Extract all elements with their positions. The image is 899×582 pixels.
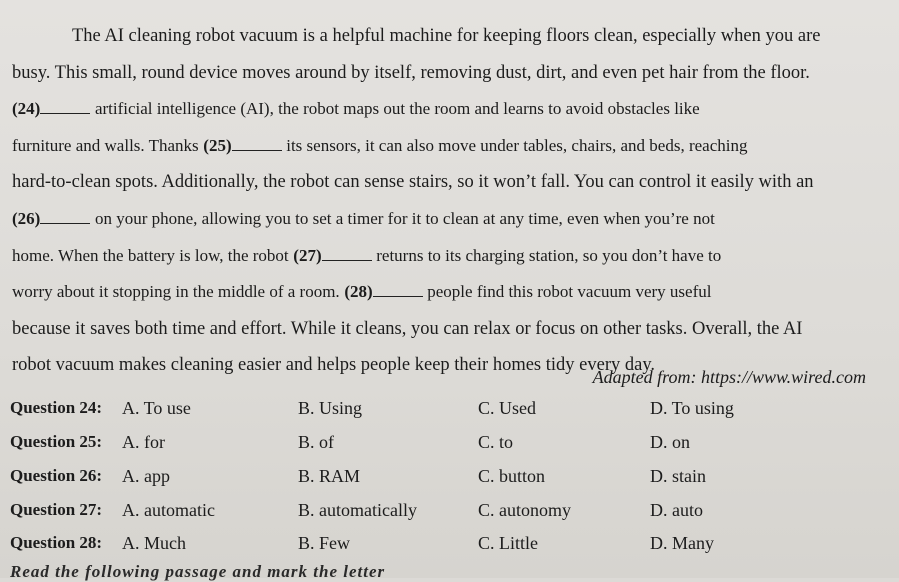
question-row xyxy=(10,533,890,561)
passage-line xyxy=(12,238,892,275)
option-c[interactable]: C. button xyxy=(478,466,546,486)
answer-blank xyxy=(40,209,90,224)
passage-text: artificial intelligence (AI), the robot maps out the room and learns to avoid obstacles like xyxy=(94,99,700,119)
passage-line xyxy=(12,91,892,128)
passage xyxy=(12,18,892,384)
option-d[interactable]: D. on xyxy=(650,432,690,452)
option-b[interactable]: B. Using xyxy=(298,398,363,418)
option-a[interactable]: A. Much xyxy=(122,533,186,553)
passage-text: furniture and walls. Thanks xyxy=(12,135,199,155)
question-label: Question 25: xyxy=(10,432,103,451)
passage-text: returns to its charging station, so you don’t have to xyxy=(376,245,722,265)
passage-line: The AI cleaning robot vacuum is a helpful machine for keeping floors clean, especially when you are xyxy=(72,26,821,46)
passage-text: people find this robot vacuum very useful xyxy=(427,282,712,302)
answer-blank xyxy=(373,282,423,297)
passage-line xyxy=(12,128,892,165)
passage-text: on your phone, allowing you to set a timer for it to clean at any time, even when you’re not xyxy=(94,208,715,228)
option-b[interactable]: B. Few xyxy=(298,533,351,553)
option-c[interactable]: C. autonomy xyxy=(478,500,571,520)
question-label: Question 28: xyxy=(10,533,103,552)
passage-line: because it saves both time and effort. While it cleans, you can relax or focus on other tasks. Overall, the AI xyxy=(12,318,803,339)
blank-number: (25) xyxy=(203,135,232,155)
option-d[interactable]: D. auto xyxy=(650,500,703,520)
question-row xyxy=(10,398,890,426)
question-label: Question 27: xyxy=(10,500,103,519)
passage-line: hard-to-clean spots. Additionally, the robot can sense stairs, so it won’t fall. You can control it easily with an xyxy=(12,172,814,193)
passage-line: robot vacuum makes cleaning easier and helps people keep their homes tidy every day. xyxy=(12,355,655,376)
passage-line xyxy=(12,274,892,311)
option-a[interactable]: A. app xyxy=(122,466,170,486)
option-a[interactable]: A. To use xyxy=(122,398,191,418)
option-b[interactable]: B. of xyxy=(298,432,334,452)
blank-number: (28) xyxy=(344,282,373,302)
option-c[interactable]: C. Little xyxy=(478,533,538,553)
blank-number: (27) xyxy=(293,245,322,265)
passage-line: busy. This small, round device moves around by itself, removing dust, dirt, and even pet hair from the floor. xyxy=(12,62,810,83)
question-row xyxy=(10,466,890,494)
option-b[interactable]: B. automatically xyxy=(298,500,417,520)
passage-text: worry about it stopping in the middle of a room. xyxy=(12,282,340,302)
option-d[interactable]: D. To using xyxy=(650,398,734,418)
question-label: Question 26: xyxy=(10,466,103,485)
option-a[interactable]: A. for xyxy=(122,432,165,452)
passage-text: home. When the battery is low, the robot xyxy=(12,245,289,265)
option-c[interactable]: C. to xyxy=(478,432,514,452)
question-row xyxy=(10,500,890,528)
cut-off-instruction: Read the following passage and mark the letter xyxy=(10,562,386,581)
option-d[interactable]: D. Many xyxy=(650,533,714,553)
blank-number: (24) xyxy=(12,99,41,119)
blank-number: (26) xyxy=(12,208,41,228)
source-citation: Adapted from: https://www.wired.com xyxy=(592,367,866,387)
passage-line xyxy=(12,201,892,238)
answer-blank xyxy=(322,246,372,261)
answer-blank xyxy=(232,136,282,151)
question-row xyxy=(10,432,890,460)
option-c[interactable]: C. Used xyxy=(478,398,536,418)
question-label: Question 24: xyxy=(10,398,103,417)
option-d[interactable]: D. stain xyxy=(650,466,706,486)
answer-blank xyxy=(40,99,90,114)
option-a[interactable]: A. automatic xyxy=(122,500,215,520)
option-b[interactable]: B. RAM xyxy=(298,466,361,486)
passage-text: its sensors, it can also move under tables, chairs, and beds, reaching xyxy=(286,135,748,155)
